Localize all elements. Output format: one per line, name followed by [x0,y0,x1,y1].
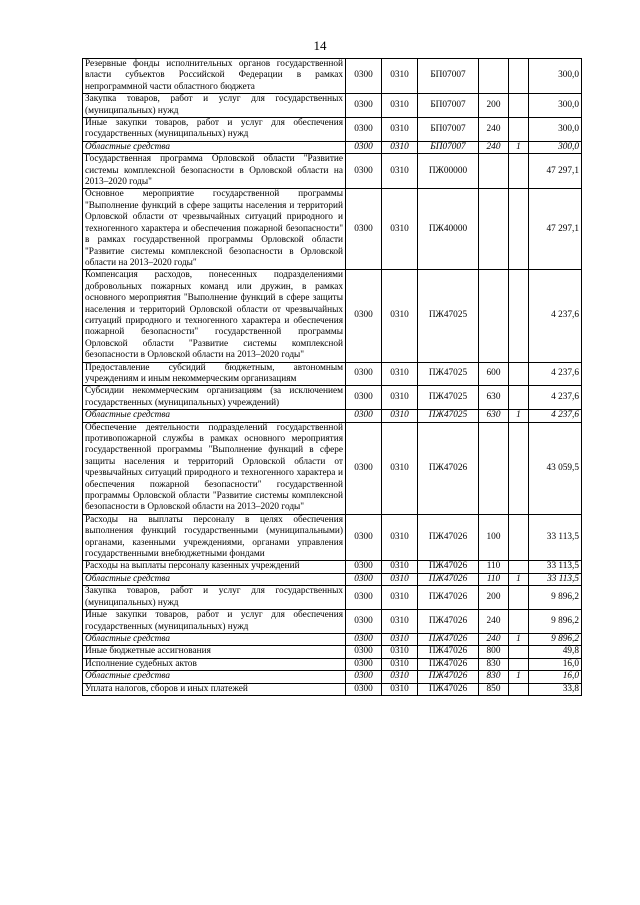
expense-type-code: 830 [479,671,509,683]
section-code: 0300 [346,646,382,658]
target-article-code: ПЖ40000 [418,189,479,270]
subsection-code: 0310 [382,386,418,410]
section-code: 0300 [346,270,382,362]
target-article-code: ПЖ47025 [418,270,479,362]
row-name: Областные средства [83,410,346,422]
funding-source-code [509,189,529,270]
table-row [83,118,582,142]
expense-type-code: 240 [479,141,509,153]
subsection-code: 0310 [382,270,418,362]
target-article-code: ПЖ47026 [418,573,479,585]
amount: 33 113,5 [529,514,582,561]
section-code: 0300 [346,94,382,118]
section-code: 0300 [346,386,382,410]
row-name: Субсидии некоммерческим организациям (за исключением государственных (муниципальных) учреждений) [83,386,346,410]
table-row [83,658,582,670]
amount: 47 297,1 [529,189,582,270]
table-row [83,189,582,270]
expense-type-code [479,154,509,189]
amount: 9 896,2 [529,610,582,634]
table-row [83,270,582,362]
row-name: Резервные фонды исполнительных органов государственной власти субъектов Российской Федерации в рамках непрограммной части областного бюджета [83,59,346,94]
section-code: 0300 [346,514,382,561]
expense-type-code: 600 [479,362,509,386]
amount: 300,0 [529,141,582,153]
target-article-code: ПЖ47026 [418,561,479,573]
table-row [83,671,582,683]
funding-source-code [509,561,529,573]
subsection-code: 0310 [382,410,418,422]
table-row [83,154,582,189]
section-code: 0300 [346,683,382,695]
amount: 47 297,1 [529,154,582,189]
section-code: 0300 [346,141,382,153]
amount: 33,8 [529,683,582,695]
target-article-code: БП07007 [418,141,479,153]
expense-type-code: 200 [479,94,509,118]
funding-source-code [509,646,529,658]
table-row [83,141,582,153]
funding-source-code [509,94,529,118]
funding-source-code [509,658,529,670]
subsection-code: 0310 [382,118,418,142]
row-name: Государственная программа Орловской области "Развитие системы комплексной безопасности в Орловской области на 2013–2020 годы" [83,154,346,189]
amount: 49,8 [529,646,582,658]
subsection-code: 0310 [382,658,418,670]
target-article-code: БП07007 [418,118,479,142]
section-code: 0300 [346,586,382,610]
row-name: Расходы на выплаты персоналу казенных учреждений [83,561,346,573]
row-name: Расходы на выплаты персоналу в целях обеспечения выполнения функций государственными (муниципальными) органами, казенными учреждениями, органами управления государственными внебюджетными фондами [83,514,346,561]
amount: 4 237,6 [529,386,582,410]
row-name: Предоставление субсидий бюджетным, автономным учреждениям и иным некоммерческим организациям [83,362,346,386]
funding-source-code: 1 [509,633,529,645]
subsection-code: 0310 [382,573,418,585]
subsection-code: 0310 [382,683,418,695]
expense-type-code: 110 [479,561,509,573]
amount: 33 113,5 [529,561,582,573]
subsection-code: 0310 [382,154,418,189]
row-name: Областные средства [83,633,346,645]
funding-source-code [509,154,529,189]
funding-source-code [509,610,529,634]
expense-type-code: 630 [479,386,509,410]
funding-source-code [509,683,529,695]
row-name: Иные закупки товаров, работ и услуг для обеспечения государственных (муниципальных) нужд [83,610,346,634]
row-name: Областные средства [83,573,346,585]
target-article-code: ПЖ47026 [418,422,479,514]
section-code: 0300 [346,154,382,189]
target-article-code: БП07007 [418,59,479,94]
page-number: 14 [313,38,327,53]
table-row [83,683,582,695]
funding-source-code: 1 [509,410,529,422]
target-article-code: ПЖ47026 [418,586,479,610]
amount: 300,0 [529,94,582,118]
table-row [83,422,582,514]
table-row [83,561,582,573]
row-name: Уплата налогов, сборов и иных платежей [83,683,346,695]
table-row [83,610,582,634]
target-article-code: ПЖ47026 [418,633,479,645]
expense-type-code: 110 [479,573,509,585]
expense-type-code [479,189,509,270]
table-row [83,646,582,658]
target-article-code: ПЖ47026 [418,683,479,695]
subsection-code: 0310 [382,633,418,645]
subsection-code: 0310 [382,362,418,386]
row-name: Компенсация расходов, понесенных подразделениями добровольных пожарных команд или дружин, в рамках основного мероприятия "Выполнение функций в сфере защиты населения и территорий Орловской области от чрезвычайных ситуаций природного и техногенного характера и обеспечения пожарной безопасности" государственной программы Орловской области "Развитие системы комплексной безопасности в Орловской области на 2013–2020 годы" [83,270,346,362]
row-name: Закупка товаров, работ и услуг для государственных (муниципальных) нужд [83,586,346,610]
subsection-code: 0310 [382,141,418,153]
target-article-code: ПЖ47026 [418,671,479,683]
funding-source-code [509,118,529,142]
row-name: Областные средства [83,671,346,683]
row-name: Закупка товаров, работ и услуг для государственных (муниципальных) нужд [83,94,346,118]
target-article-code: ПЖ47025 [418,386,479,410]
amount: 4 237,6 [529,270,582,362]
section-code: 0300 [346,573,382,585]
table-row [83,586,582,610]
row-name: Областные средства [83,141,346,153]
section-code: 0300 [346,410,382,422]
expense-type-code: 830 [479,658,509,670]
section-code: 0300 [346,118,382,142]
table-row [83,94,582,118]
funding-source-code [509,270,529,362]
funding-source-code [509,514,529,561]
table-body [83,59,582,696]
budget-table [82,58,582,696]
expense-type-code: 850 [479,683,509,695]
section-code: 0300 [346,59,382,94]
subsection-code: 0310 [382,561,418,573]
target-article-code: ПЖ47026 [418,658,479,670]
funding-source-code [509,362,529,386]
subsection-code: 0310 [382,646,418,658]
expense-type-code: 240 [479,118,509,142]
table-row [83,362,582,386]
funding-source-code [509,59,529,94]
target-article-code: БП07007 [418,94,479,118]
subsection-code: 0310 [382,671,418,683]
section-code: 0300 [346,671,382,683]
expense-type-code [479,270,509,362]
expense-type-code [479,59,509,94]
subsection-code: 0310 [382,514,418,561]
section-code: 0300 [346,633,382,645]
target-article-code: ПЖ47026 [418,610,479,634]
funding-source-code: 1 [509,671,529,683]
section-code: 0300 [346,422,382,514]
expense-type-code [479,422,509,514]
amount: 16,0 [529,658,582,670]
expense-type-code: 200 [479,586,509,610]
funding-source-code [509,386,529,410]
subsection-code: 0310 [382,189,418,270]
subsection-code: 0310 [382,94,418,118]
funding-source-code [509,586,529,610]
row-name: Иные бюджетные ассигнования [83,646,346,658]
row-name: Основное мероприятие государственной программы "Выполнение функций в сфере защиты населения и территорий Орловской области от чрезвычайных ситуаций природного и техногенного характера и обеспечения пожарной безопасности" в рамках государственной программы Орловской области "Развитие системы комплексной безопасности в Орловской области на 2013–2020 годы" [83,189,346,270]
funding-source-code [509,422,529,514]
amount: 300,0 [529,59,582,94]
amount: 4 237,6 [529,410,582,422]
table-row [83,633,582,645]
table-row [83,514,582,561]
target-article-code: ПЖ47025 [418,410,479,422]
section-code: 0300 [346,658,382,670]
expense-type-code: 800 [479,646,509,658]
amount: 43 059,5 [529,422,582,514]
expense-type-code: 100 [479,514,509,561]
target-article-code: ПЖ47026 [418,646,479,658]
target-article-code: ПЖ00000 [418,154,479,189]
table-row [83,386,582,410]
row-name: Обеспечение деятельности подразделений государственной противопожарной службы в рамках основного мероприятия государственной программы "Выполнение функций в сфере защиты населения и территорий Орловской области от чрезвычайных ситуаций природного и техногенного характера и обеспечения пожарной безопасности" государственной программы Орловской области "Развитие системы комплексной безопасности в Орловской области на 2013–2020 годы" [83,422,346,514]
amount: 300,0 [529,118,582,142]
table-row [83,410,582,422]
section-code: 0300 [346,610,382,634]
section-code: 0300 [346,561,382,573]
row-name: Исполнение судебных актов [83,658,346,670]
section-code: 0300 [346,189,382,270]
subsection-code: 0310 [382,422,418,514]
table-row [83,59,582,94]
subsection-code: 0310 [382,59,418,94]
funding-source-code: 1 [509,141,529,153]
amount: 9 896,2 [529,586,582,610]
amount: 33 113,5 [529,573,582,585]
funding-source-code: 1 [509,573,529,585]
target-article-code: ПЖ47025 [418,362,479,386]
row-name: Иные закупки товаров, работ и услуг для обеспечения государственных (муниципальных) нужд [83,118,346,142]
target-article-code: ПЖ47026 [418,514,479,561]
table-row [83,573,582,585]
expense-type-code: 240 [479,633,509,645]
expense-type-code: 630 [479,410,509,422]
expense-type-code: 240 [479,610,509,634]
amount: 4 237,6 [529,362,582,386]
subsection-code: 0310 [382,586,418,610]
section-code: 0300 [346,362,382,386]
subsection-code: 0310 [382,610,418,634]
amount: 9 896,2 [529,633,582,645]
amount: 16,0 [529,671,582,683]
